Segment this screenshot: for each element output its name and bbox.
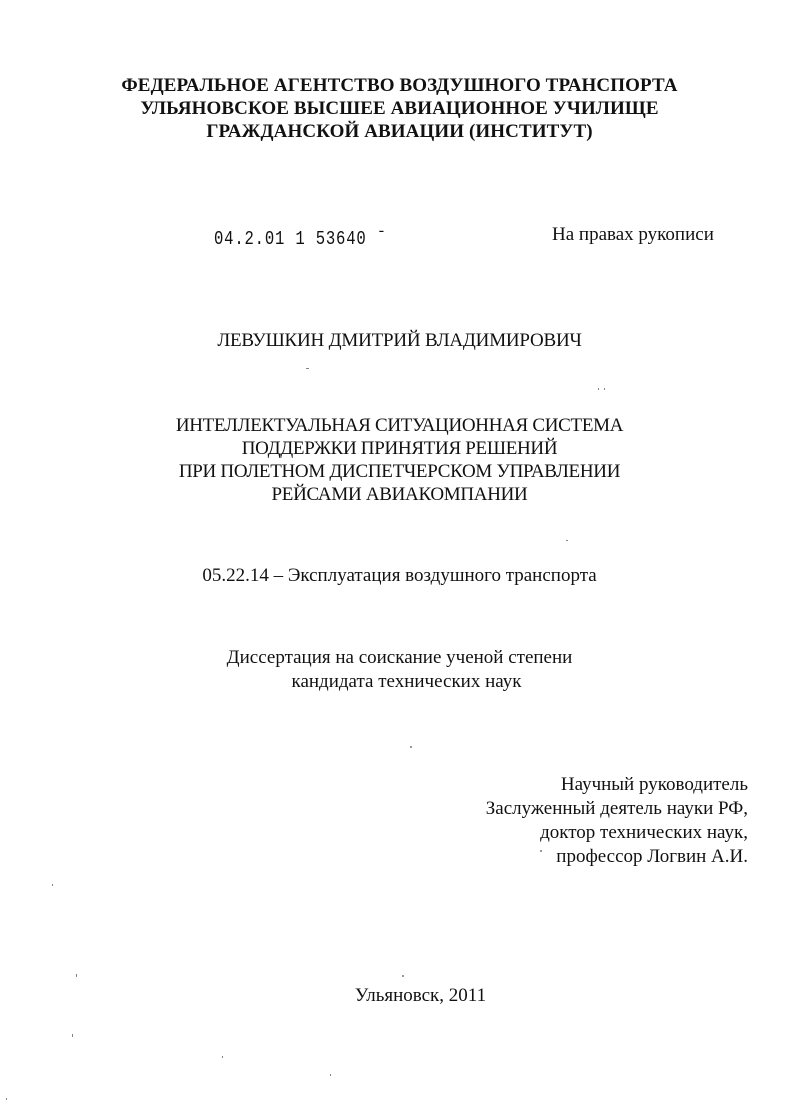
supervisor-honorary-title: Заслуженный деятель науки РФ,	[485, 798, 748, 819]
supervisor-name: профессор Логвин А.И.	[556, 846, 748, 867]
degree-line-1: Диссертация на соискание ученой степени	[226, 647, 573, 668]
header-line-civil-aviation: ГРАЖДАНСКОЙ АВИАЦИИ (ИНСТИТУТ)	[206, 121, 593, 142]
dissertation-title	[0, 414, 799, 506]
author-name: ЛЕВУШКИН ДМИТРИЙ ВЛАДИМИРОВИЧ	[217, 330, 582, 351]
supervisor-role: Научный руководитель	[560, 774, 748, 795]
title-line-4: РЕЙСАМИ АВИАКОМПАНИИ	[271, 484, 528, 505]
header-line-agency: ФЕДЕРАЛЬНОЕ АГЕНТСТВО ВОЗДУШНОГО ТРАНСПОРТА	[121, 75, 678, 96]
scan-speck	[402, 975, 404, 977]
title-line-3: ПРИ ПОЛЕТНОМ ДИСПЕТЧЕРСКОМ УПРАВЛЕНИИ	[178, 461, 621, 482]
institution-header	[0, 74, 799, 143]
rights-note: На правах рукописи	[552, 224, 714, 245]
supervisor-info	[486, 773, 748, 869]
scan-speck	[72, 1034, 73, 1037]
scan-speck	[598, 388, 599, 390]
scan-speck	[540, 850, 542, 852]
specialty-code: 05.22.14 – Эксплуатация воздушного транспорта	[202, 565, 597, 586]
scan-speck	[604, 388, 605, 390]
scan-speck	[330, 1074, 331, 1076]
supervisor-degree: доктор технических наук,	[540, 822, 748, 843]
document-number-stamp: 04.2.01 1 53640 ˉ	[214, 228, 387, 250]
header-line-school: УЛЬЯНОВСКОЕ ВЫСШЕЕ АВИАЦИОННОЕ УЧИЛИЩЕ	[140, 98, 659, 119]
scan-speck	[222, 1056, 223, 1058]
scan-speck	[52, 884, 53, 886]
scan-speck	[566, 540, 568, 541]
title-line-2: ПОДДЕРЖКИ ПРИНЯТИЯ РЕШЕНИЙ	[241, 438, 558, 459]
scan-speck	[306, 368, 309, 369]
title-line-1: ИНТЕЛЛЕКТУАЛЬНАЯ СИТУАЦИОННАЯ СИСТЕМА	[175, 415, 624, 436]
degree-statement	[0, 646, 799, 694]
degree-line-2: кандидата технических наук	[291, 671, 522, 692]
scan-speck	[6, 1098, 7, 1100]
city-and-year: Ульяновск, 2011	[354, 985, 487, 1006]
scan-speck	[76, 974, 77, 977]
scan-speck	[410, 746, 412, 748]
